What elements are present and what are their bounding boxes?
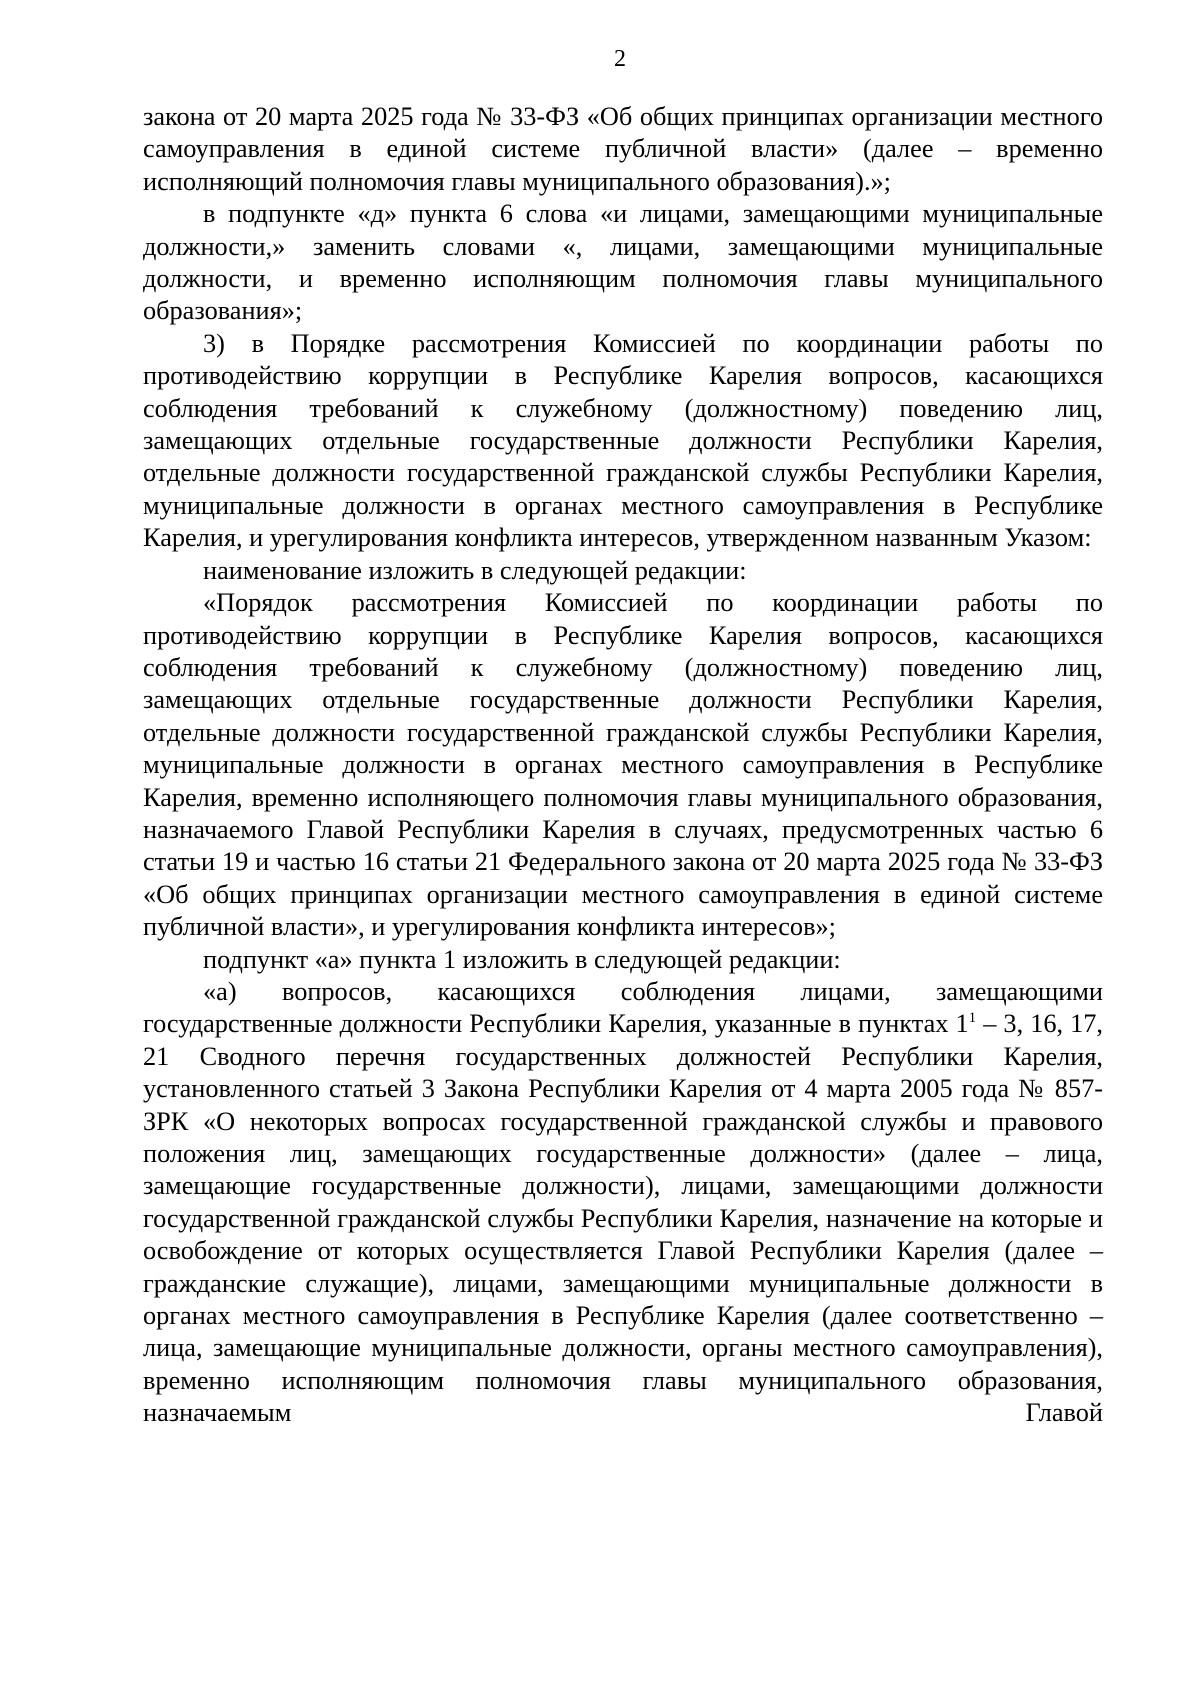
paragraph: в подпункте «д» пункта 6 слова «и лицами, замещающими муниципальные должности,» заменить словами «, лицами, замещающими муниципальные должности, и временно исполняющим полномочия главы муниципального образования»; (143, 199, 1103, 326)
paragraph (143, 976, 1103, 1430)
paragraph: 3) в Порядке рассмотрения Комиссией по координации работы по противодействию коррупции в Республике Карелия вопросов, касающихся соблюдения требований к служебному (должностному) поведению лиц, замещающих отдельные государственные должности Республики Карелия, отдельные должности государственной гражданской службы Республики Карелия, муниципальные должности в органах местного самоуправления в Республике Карелия, и урегулирования конфликта интересов, утвержденном названным Указом: (143, 328, 1103, 553)
superscript: 1 (968, 1010, 977, 1027)
paragraph: подпункт «а» пункта 1 изложить в следующей редакции: (203, 944, 841, 974)
paragraph: наименование изложить в следующей редакции: (203, 555, 747, 585)
paragraph: «Порядок рассмотрения Комиссией по координации работы по противодействию коррупции в Республике Карелия вопросов, касающихся соблюдения требований к служебному (должностному) поведению лиц, замещающих отдельные государственные должности Республики Карелия, отдельные должности государственной гражданской службы Республики Карелия, муниципальные должности в органах местного самоуправления в Республике Карелия, временно исполняющего полномочия главы муниципального образования, назначаемого Главой Республики Карелия в случаях, предусмотренных частью 6 статьи 19 и частью 16 статьи 21 Федерального закона от 20 марта 2025 года № 33-ФЗ «Об общих принципах организации местного самоуправления в единой системе публичной власти», и урегулирования конфликта интересов»; (143, 588, 1103, 942)
page-number: 2 (614, 46, 626, 72)
paragraph-part: – 3, 16, 17, 21 Сводного перечня государственных должностей Республики Карелия, установленного статьей 3 Закона Республики Карелия от 4 марта 2005 года № 857-ЗРК «О некоторых вопросах государственной гражданской службы и правового положения лиц, замещающих государственные должности» (далее – лица, замещающие государственные должности), лицами, замещающими должности государственной гражданской службы Республики Карелия, назначение на которые и освобождение от которых осуществляется Главой Республики Карелия (далее – гражданские служащие), лицами, замещающими муниципальные должности в органах местного самоуправления в Республике Карелия (далее соответственно – лица, замещающие муниципальные должности, органы местного самоуправления), временно исполняющим полномочия главы муниципального образования, назначаемым Главой (143, 1009, 1103, 1428)
paragraph: закона от 20 марта 2025 года № 33-ФЗ «Об общих принципах организации местного самоуправления в единой системе публичной власти» (далее – временно исполняющий полномочия главы муниципального образования).»; (143, 102, 1103, 196)
paragraph-part: «а) вопросов, касающихся соблюдения лицами, замещающими государственные должности Республики Карелия, указанные в пунктах 1 (143, 976, 1103, 1039)
document-body (143, 101, 1103, 1430)
